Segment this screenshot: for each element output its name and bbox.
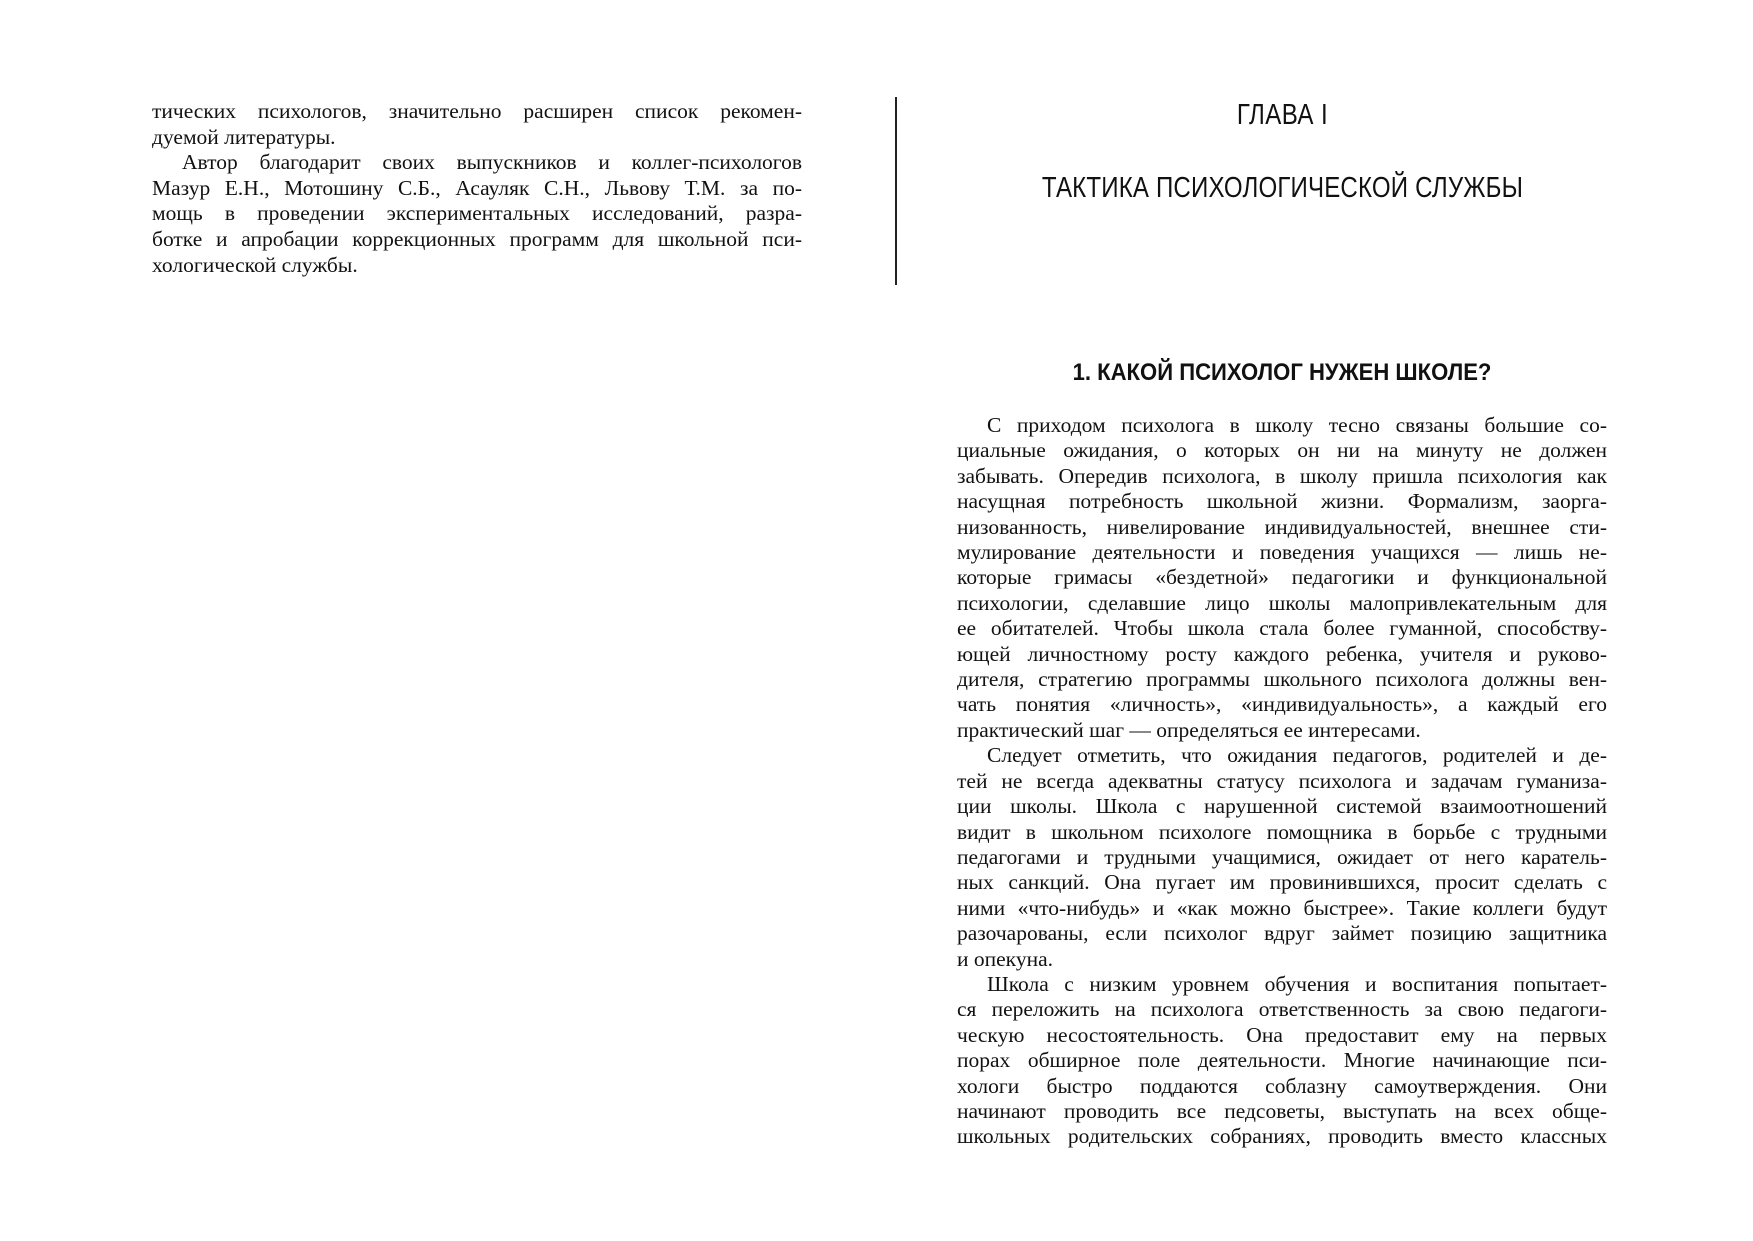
text-line: низованность, нивелирование индивидуальностей, внешнее сти-	[957, 514, 1607, 539]
text-line: ее обитателей. Чтобы школа стала более гуманной, способству-	[957, 616, 1607, 641]
text-line: начинают проводить все педсоветы, выступать на всех обще-	[957, 1098, 1607, 1123]
text-line: дуемой литературы.	[152, 124, 336, 149]
text-line: разочарованы, если психолог вдруг займет позицию защитника	[957, 921, 1607, 946]
paragraph-3	[957, 972, 1607, 1150]
text-line: насущная потребность школьной жизни. Формализм, заорга-	[957, 489, 1607, 514]
text-line: дителя, стратегию программы школьного психолога должны вен-	[957, 667, 1607, 692]
text-line: ся переложить на психолога ответственность за свою педагоги-	[957, 997, 1607, 1022]
acknowledgement-paragraph	[152, 150, 802, 278]
paragraph-2	[957, 743, 1607, 972]
text-line: Автор благодарит своих выпускников и коллег-психологов	[182, 150, 802, 175]
chapter-label: ГЛАВА I	[1236, 99, 1329, 131]
text-line: ними «что-нибудь» и «как можно быстрее». Такие коллеги будут	[957, 895, 1607, 920]
text-line: ных санкций. Она пугает им провинившихся, просит сделать с	[957, 870, 1607, 895]
text-line: ющей личностному росту каждого ребенка, учителя и руково-	[957, 641, 1607, 666]
text-line: ции школы. Школа с нарушенной системой взаимоотношений	[957, 794, 1607, 819]
text-line: мощь в проведении экспериментальных исследований, разра-	[152, 201, 802, 226]
text-line: хологи быстро поддаются соблазну самоутверждения. Они	[957, 1073, 1607, 1098]
text-line: тей не всегда адекватны статусу психолога и задачам гуманиза-	[957, 768, 1607, 793]
left-page-text	[152, 99, 802, 278]
text-line: тических психологов, значительно расширен список рекомен-	[152, 99, 802, 123]
text-line: школьных родительских собраниях, проводить вместо классных	[957, 1124, 1607, 1149]
text-line: педагогами и трудными учащимися, ожидает от него каратель-	[957, 844, 1607, 869]
text-line: мулирование деятельности и поведения учащихся — лишь не-	[957, 540, 1607, 565]
right-page-text	[957, 413, 1607, 1150]
text-line: ческую несостоятельность. Она предоставит ему на первых	[957, 1022, 1607, 1047]
text-line: Школа с низким уровнем обучения и воспитания попытает-	[987, 971, 1607, 996]
text-line: чать понятия «личность», «индивидуальность», а каждый его	[957, 692, 1607, 717]
text-line: психологии, сделавшие лицо школы малопривлекательным для	[957, 590, 1607, 615]
text-line: хологической службы.	[152, 252, 358, 277]
text-line: и опекуна.	[957, 946, 1053, 971]
text-line: ботке и апробации коррекционных программ для школьной пси-	[152, 226, 802, 251]
text-line: Мазур Е.Н., Мотошину С.Б., Асауляк С.Н., Львову Т.М. за по-	[152, 175, 802, 200]
text-line: забывать. Опередив психолога, в школу пришла психология как	[957, 463, 1607, 488]
text-line: С приходом психолога в школу тесно связаны большие со-	[987, 413, 1607, 437]
text-line: которые гримасы «бездетной» педагогики и функциональной	[957, 565, 1607, 590]
text-line: циальные ожидания, о которых он ни на минуту не должен	[957, 438, 1607, 463]
text-line: видит в школьном психологе помощника в борьбе с трудными	[957, 819, 1607, 844]
chapter-title: ТАКТИКА ПСИХОЛОГИЧЕСКОЙ СЛУЖБЫ	[1041, 172, 1524, 204]
text-line: порах обширное поле деятельности. Многие начинающие пси-	[957, 1048, 1607, 1073]
paragraph-1	[957, 413, 1607, 743]
section-heading: 1. КАКОЙ ПСИХОЛОГ НУЖЕН ШКОЛЕ?	[1072, 359, 1492, 386]
text-line: практический шаг — определяться ее интересами.	[957, 717, 1421, 742]
paragraph-continuation	[152, 99, 802, 150]
text-line: Следует отметить, что ожидания педагогов, родителей и де-	[987, 743, 1607, 768]
